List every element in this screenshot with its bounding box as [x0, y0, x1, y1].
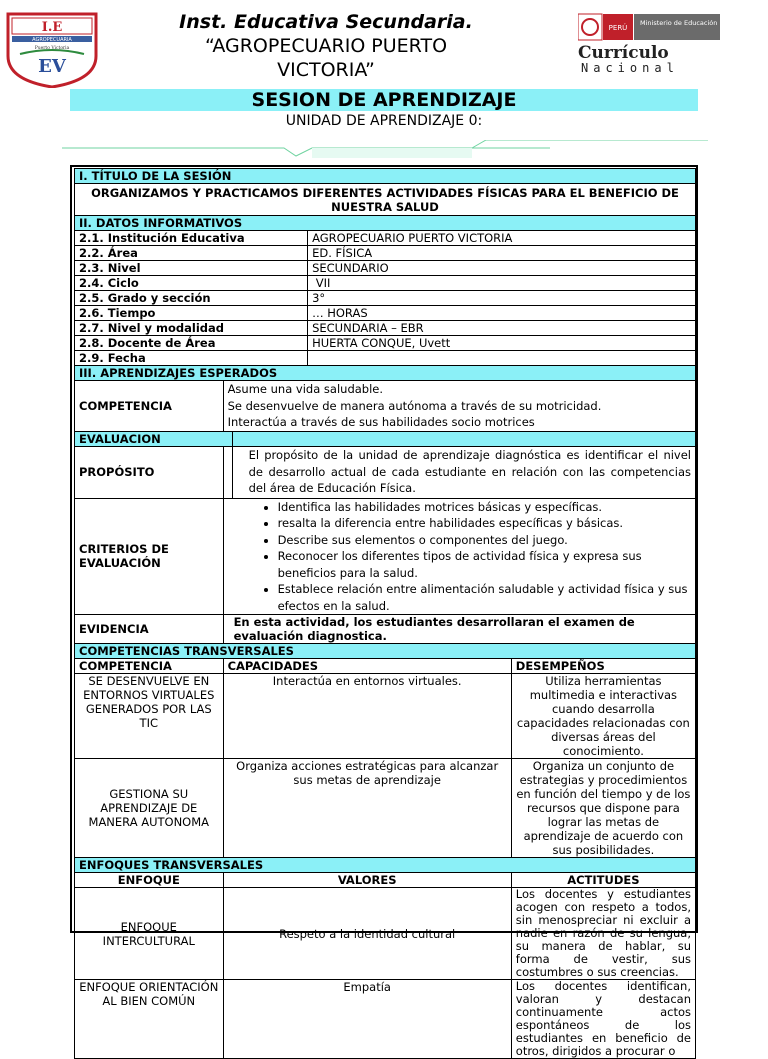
enf-header-actitudes: ACTITUDES	[511, 873, 695, 888]
criterios-label: CRITERIOS DE EVALUACIÓN	[75, 498, 224, 615]
page-title: SESION DE APRENDIZAJE	[70, 89, 698, 111]
criterio-item: • Establece relación entre alimentación saludable y actividad física y sus efectos en la salud.	[278, 581, 691, 614]
enfoque-name: ENFOQUE ORIENTACIÓN AL BIEN COMÚN	[75, 980, 224, 1059]
section-transversales: COMPETENCIAS TRANSVERSALES	[75, 644, 696, 659]
competencia-list	[223, 381, 695, 432]
criterio-item: • Identifica las habilidades motrices básicas y específicas.	[278, 499, 691, 516]
competencia-item: Interactúa a través de sus habilidades socio motrices	[227, 415, 535, 429]
enfoque-name: ENFOQUE INTERCULTURAL	[75, 888, 224, 980]
enf-header-valores: VALORES	[223, 873, 511, 888]
school-name-line1: Inst. Educativa Secundaria.	[179, 11, 473, 33]
logo-ministry: Ministerio de Educación	[640, 19, 718, 27]
logo-band-text: AGROPECUARIA	[32, 37, 72, 43]
trans-desempenos: Organiza un conjunto de estrategias y procedimientos en función del tiempo y de los recursos que dispone para lograr las metas de aprendizaje de acuerdo con sus posibilidades.	[511, 759, 695, 858]
dato-label: 2.3. Nivel	[75, 261, 308, 276]
trans-header-capacidades: CAPACIDADES	[223, 659, 511, 674]
logo-country: PERÚ	[608, 24, 628, 32]
dato-label: 2.9. Fecha	[75, 351, 308, 366]
dato-label: 2.1. Institución Educativa	[75, 231, 308, 246]
dato-label: 2.8. Docente de Área	[75, 336, 308, 351]
dato-value: VII	[308, 276, 696, 291]
dato-label: 2.5. Grado y sección	[75, 291, 308, 306]
competencia-item: Asume una vida saludable.	[227, 382, 384, 396]
enfoque-valor: Respeto a la identidad cultural	[223, 888, 511, 980]
logo-monogram: EV	[38, 56, 66, 77]
school-logo	[0, 10, 104, 88]
trans-header-competencia: COMPETENCIA	[75, 659, 224, 674]
section-titulo: I. TÍTULO DE LA SESIÓN	[75, 169, 696, 184]
school-name-line2: “AGROPECUARIO PUERTO	[204, 35, 448, 57]
enfoque-actitud: Los docentes identifican, valoran y destacan continuamente actos espontáneos de los estudiantes en beneficio de otros, dirigidos a procurar o	[511, 980, 695, 1059]
dato-value: SECUNDARIA – EBR	[308, 321, 696, 336]
trans-competencia: SE DESENVUELVE EN ENTORNOS VIRTUALES GENERADOS POR LAS TIC	[75, 674, 224, 759]
trans-capacidades: Interactúa en entornos virtuales.	[223, 674, 511, 759]
curriculo-nacional-logo	[578, 12, 724, 74]
dato-value: SECUNDARIO	[308, 261, 696, 276]
trans-desempenos: Utiliza herramientas multimedia e interactivas cuando desarrolla capacidades relacionadas con diversas áreas del conocimiento.	[511, 674, 695, 759]
enfoque-actitud: Los docentes y estudiantes acogen con respeto a todos, sin menospreciar ni excluir a nadie en razón de su lengua, su manera de hablar, su forma de vestir, sus costumbres o sus creencias.	[511, 888, 695, 980]
section-aprendizajes: III. APRENDIZAJES ESPERADOS	[75, 366, 696, 381]
proposito-text: El propósito de la unidad de aprendizaje diagnóstica es identificar el nivel de desarrollo actual de cada estudiante en relación con las competencias del área de Educación Física.	[232, 446, 695, 498]
evidencia-label: EVIDENCIA	[75, 615, 224, 644]
competencia-item: Se desenvuelve de manera autónoma a través de su motricidad.	[227, 398, 602, 413]
logo-subtext: Puerto Victoria	[34, 46, 70, 51]
dato-value: 3°	[308, 291, 696, 306]
page-subtitle: UNIDAD DE APRENDIZAJE 0:	[285, 113, 483, 129]
session-table	[74, 168, 696, 1059]
logo-letters: I.E	[41, 20, 63, 35]
dato-value: AGROPECUARIO PUERTO VICTORIA	[308, 231, 696, 246]
section-evaluacion: EVALUACION	[75, 431, 233, 446]
criterio-item: • Describe sus elementos o componentes del juego.	[278, 532, 691, 549]
trans-competencia: GESTIONA SU APRENDIZAJE DE MANERA AUTONOMA	[75, 759, 224, 858]
competencia-label: COMPETENCIA	[75, 381, 224, 432]
dato-label: 2.7. Nivel y modalidad	[75, 321, 308, 336]
school-name-line3: VICTORIA”	[277, 59, 375, 81]
dato-label: 2.4. Ciclo	[75, 276, 308, 291]
criterio-item: • Reconocer los diferentes tipos de actividad física y expresa sus beneficios para la salud.	[278, 548, 691, 581]
dato-value	[308, 351, 696, 366]
logo-word-nacional: Nacional	[581, 61, 679, 74]
dato-value: ED. FÍSICA	[308, 246, 696, 261]
evidencia-text: En esta actividad, los estudiantes desarrollaran el examen de evaluación diagnostica.	[223, 615, 695, 644]
trans-capacidades: Organiza acciones estratégicas para alcanzar sus metas de aprendizaje	[223, 759, 511, 858]
dato-value: HUERTA CONQUE, Uvett	[308, 336, 696, 351]
session-title: ORGANIZAMOS Y PRACTICAMOS DIFERENTES ACTIVIDADES FÍSICAS PARA EL BENEFICIO DE NUESTRA SALUD	[75, 184, 696, 216]
dato-label: 2.2. Área	[75, 246, 308, 261]
section-enfoques: ENFOQUES TRANSVERSALES	[75, 858, 696, 873]
school-name	[120, 10, 532, 82]
criterios-list	[223, 498, 695, 615]
proposito-label: PROPÓSITO	[75, 446, 224, 498]
dato-label: 2.6. Tiempo	[75, 306, 308, 321]
criterio-item: • resalta la diferencia entre habilidades específicas y básicas.	[278, 515, 691, 532]
enfoque-valor: Empatía	[223, 980, 511, 1059]
trans-header-desempenos: DESEMPEÑOS	[511, 659, 695, 674]
section-datos: II. DATOS INFORMATIVOS	[75, 216, 696, 231]
logo-word-curriculo: Currículo	[578, 43, 669, 63]
enf-header-enfoque: ENFOQUE	[75, 873, 224, 888]
decorative-divider	[62, 140, 708, 160]
dato-value: … HORAS	[308, 306, 696, 321]
